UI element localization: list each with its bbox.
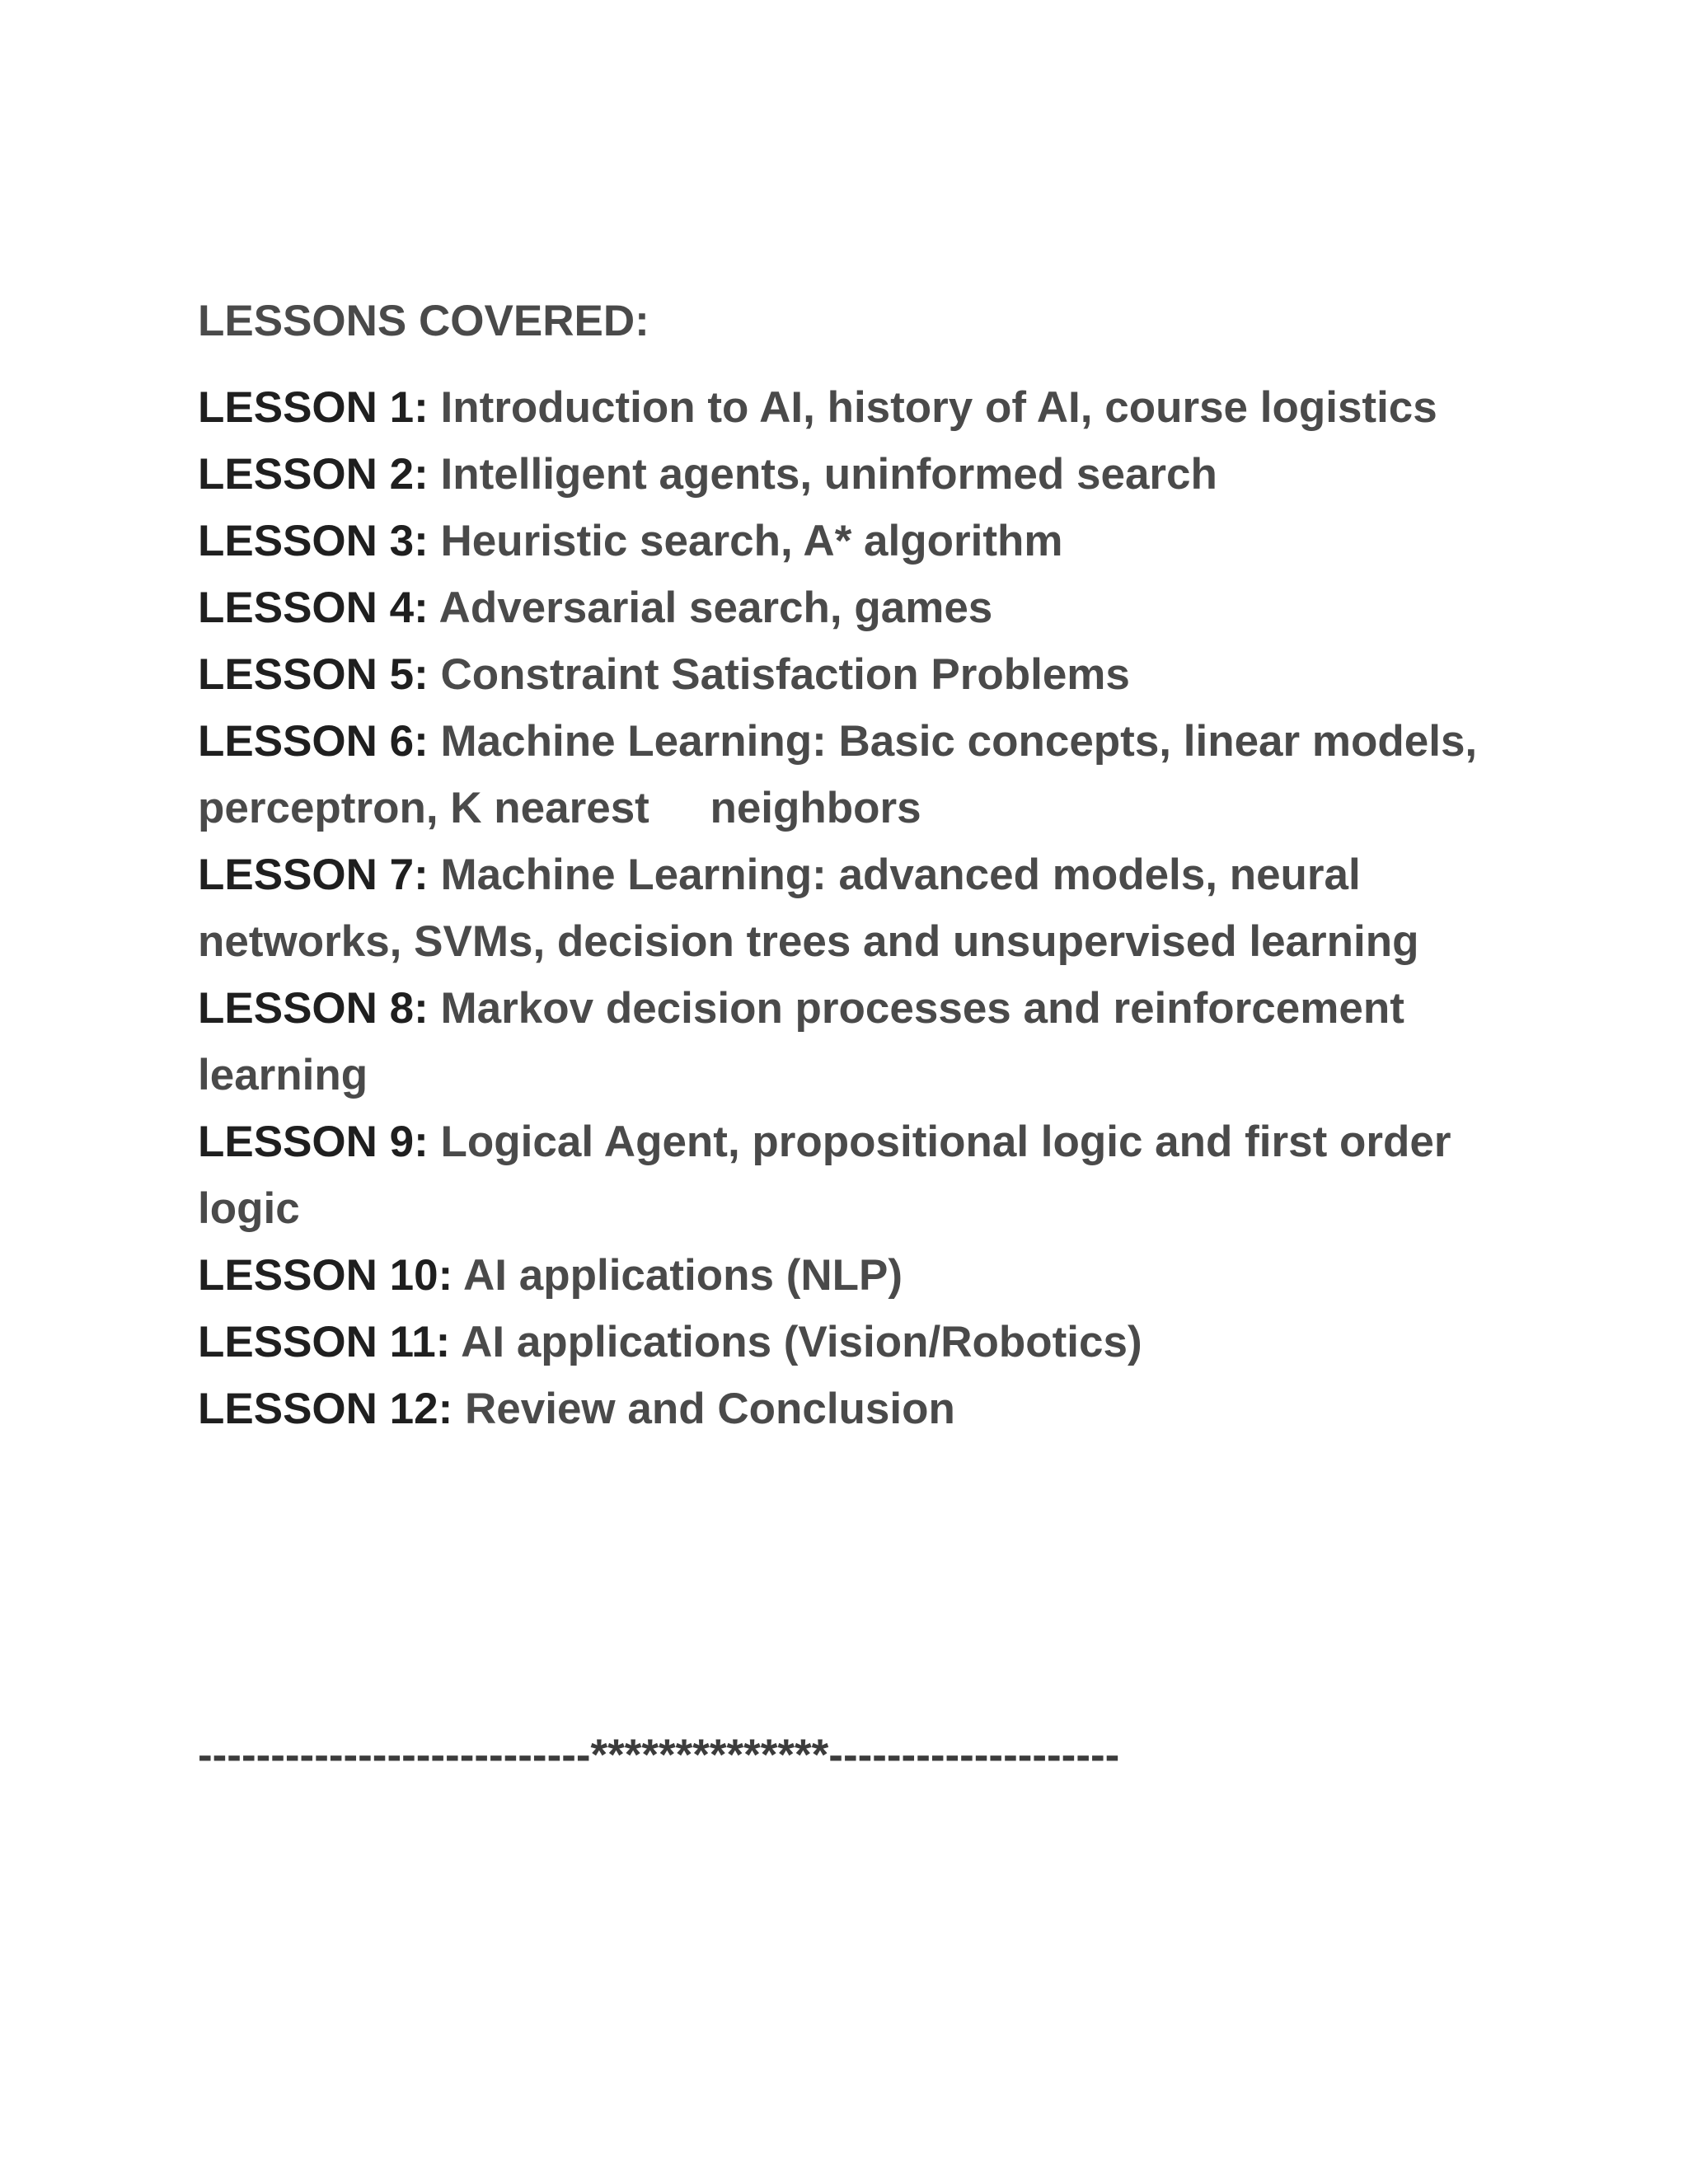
lesson-item-5 [198,641,1484,708]
lesson-label: LESSON 11: [198,1318,451,1366]
lesson-topic: Intelligent agents, uninformed search [440,450,1217,499]
lesson-item-10 [198,1242,1484,1309]
lesson-item-3 [198,508,1484,574]
lesson-label: LESSON 8: [198,984,429,1033]
lesson-topic: Introduction to AI, history of AI, course logistics [440,383,1437,432]
lesson-label: LESSON 1: [198,383,429,432]
lesson-item-6 [198,708,1489,841]
lesson-topic: Logical Agent, propositional logic and first order logic [198,1118,1464,1233]
section-divider: ---------------------------**************-------------------- [198,1731,1120,1779]
lessons-heading: LESSONS COVERED: [198,297,649,345]
lesson-label: LESSON 2: [198,450,429,499]
lesson-label: LESSON 6: [198,717,429,766]
lesson-label: LESSON 10: [198,1251,453,1300]
lesson-item-1 [198,374,1484,441]
lesson-topic: Adversarial search, games [438,583,993,632]
lesson-item-8 [198,975,1484,1108]
lesson-item-11 [198,1309,1484,1376]
lesson-label: LESSON 7: [198,851,429,899]
lesson-label: LESSON 4: [198,583,429,632]
lesson-label: LESSON 12: [198,1385,453,1433]
lesson-topic: Constraint Satisfaction Problems [440,650,1130,699]
lesson-topic: Heuristic search, A* algorithm [440,517,1063,565]
lesson-label: LESSON 5: [198,650,429,699]
lesson-item-4 [198,574,1484,641]
lesson-label: LESSON 3: [198,517,429,565]
lesson-list [198,374,1489,1442]
lesson-topic: Machine Learning: advanced models, neural networks, SVMs, decision trees and unsupervised learning [198,851,1419,966]
lesson-item-12 [198,1376,1484,1442]
lesson-topic: Machine Learning: Basic concepts, linear models, perceptron, K nearest neighbors [198,717,1489,832]
lesson-topic: Markov decision processes and reinforcement learning [198,984,1417,1099]
lesson-topic: Review and Conclusion [465,1385,955,1433]
lesson-item-2 [198,441,1484,508]
lesson-topic: AI applications (NLP) [463,1251,903,1300]
lesson-item-7 [198,841,1484,975]
lesson-label: LESSON 9: [198,1118,429,1166]
document-content [198,288,1489,1442]
lesson-topic: AI applications (Vision/Robotics) [461,1318,1142,1366]
lesson-item-9 [198,1108,1484,1242]
